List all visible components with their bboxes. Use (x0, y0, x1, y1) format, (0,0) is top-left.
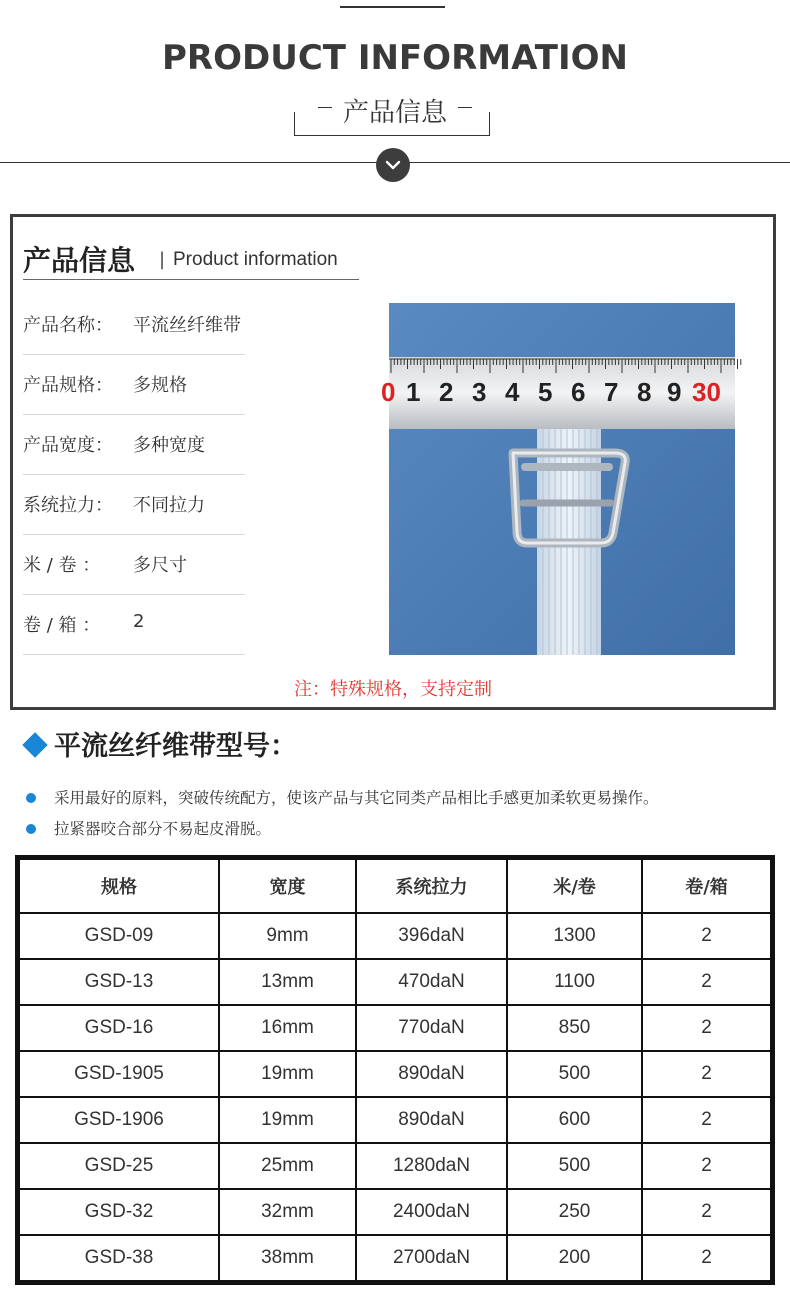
ruler-digit: 30 (692, 377, 721, 407)
table-cell: 600 (507, 1097, 642, 1143)
top-divider-line (340, 6, 445, 8)
table-cell: 32mm (219, 1189, 356, 1235)
model-spec-table (15, 855, 775, 1285)
ruler-digit: 3 (472, 377, 487, 407)
product-info-panel (10, 214, 776, 710)
table-cell: 2 (642, 1143, 771, 1189)
ruler-digit: 8 (637, 377, 652, 407)
column-header: 规格 (19, 859, 219, 913)
table-cell: 19mm (219, 1051, 356, 1097)
spec-value: 2 (133, 611, 145, 632)
table-cell: 16mm (219, 1005, 356, 1051)
ruler-digit: 7 (604, 377, 619, 407)
column-header: 系统拉力 (356, 859, 507, 913)
table-cell: 1100 (507, 959, 642, 1005)
panel-heading-separator: | (159, 249, 166, 270)
page-title: PRODUCT INFORMATION (162, 38, 628, 78)
table-header-row (19, 859, 771, 913)
spec-key: 米 / 卷 ： (23, 555, 101, 576)
table-cell: GSD-1906 (19, 1097, 219, 1143)
column-header: 米/卷 (507, 859, 642, 913)
ruler-digits (381, 377, 735, 409)
ruler-digit: 5 (538, 377, 553, 407)
strap-buckle-illustration (389, 303, 735, 655)
table-cell: 770daN (356, 1005, 507, 1051)
custom-spec-note: 注：特殊规格，支持定制 (294, 679, 492, 700)
spec-row (23, 475, 245, 535)
spec-key: 卷 / 箱 ： (23, 615, 101, 636)
bullet-dot-icon (26, 824, 36, 834)
feature-item (24, 817, 659, 848)
spec-key: 产品规格： (23, 375, 113, 396)
table-cell: GSD-13 (19, 959, 219, 1005)
table-cell: GSD-38 (19, 1235, 219, 1281)
table-cell: 2 (642, 1097, 771, 1143)
table-cell: 2400daN (356, 1189, 507, 1235)
panel-heading (23, 239, 359, 280)
table-cell: 2 (642, 1051, 771, 1097)
table-cell: GSD-32 (19, 1189, 219, 1235)
spec-value: 多尺寸 (133, 555, 187, 576)
feature-list (24, 786, 659, 848)
spec-value: 不同拉力 (133, 495, 205, 516)
spec-value: 多种宽度 (133, 435, 205, 456)
panel-heading-en: Product information (173, 249, 338, 270)
table-cell: 200 (507, 1235, 642, 1281)
ruler-digit: 0 (381, 377, 396, 407)
spec-row (23, 535, 245, 595)
table-cell: 2 (642, 913, 771, 959)
models-section-title: 平流丝纤维带型号： (54, 731, 297, 762)
spec-row (23, 355, 245, 415)
table-cell: 2 (642, 959, 771, 1005)
spec-key: 系统拉力： (23, 495, 113, 516)
table-cell: 2 (642, 1235, 771, 1281)
spec-row (23, 295, 245, 355)
table-cell: 500 (507, 1143, 642, 1189)
table-cell: 890daN (356, 1097, 507, 1143)
panel-heading-cn: 产品信息 (23, 244, 136, 277)
spec-list (23, 295, 245, 655)
table-cell: 396daN (356, 913, 507, 959)
product-photo (381, 303, 735, 655)
table-cell: 38mm (219, 1235, 356, 1281)
page-subtitle-text: 产品信息 (335, 92, 455, 129)
feature-text: 采用最好的原料，突破传统配方，使该产品与其它同类产品相比手感更加柔软更易操作。 (54, 789, 659, 807)
ruler-digit: 6 (571, 377, 586, 407)
table-cell: 850 (507, 1005, 642, 1051)
ruler-digit: 4 (505, 377, 520, 407)
table-cell: 9mm (219, 913, 356, 959)
column-header: 宽度 (219, 859, 356, 913)
table-row (19, 1189, 771, 1235)
ruler-digit: 9 (667, 377, 682, 407)
table-row (19, 1143, 771, 1189)
ruler-digit: 1 (406, 377, 421, 407)
page-subtitle (0, 92, 790, 129)
feature-item (24, 786, 659, 817)
table-row (19, 959, 771, 1005)
table-cell: 500 (507, 1051, 642, 1097)
table-cell: GSD-25 (19, 1143, 219, 1189)
table-cell: 2700daN (356, 1235, 507, 1281)
table-cell: 2 (642, 1005, 771, 1051)
spec-row (23, 595, 245, 655)
table-cell: GSD-16 (19, 1005, 219, 1051)
ruler-digit: 2 (439, 377, 454, 407)
table-cell: 13mm (219, 959, 356, 1005)
table-cell: 1280daN (356, 1143, 507, 1189)
table-cell: 2 (642, 1189, 771, 1235)
table-cell: 25mm (219, 1143, 356, 1189)
spec-value: 平流丝纤维带 (133, 315, 241, 336)
table-row (19, 1005, 771, 1051)
table-row (19, 1235, 771, 1281)
scroll-down-button[interactable] (376, 148, 410, 182)
table-cell: 890daN (356, 1051, 507, 1097)
table-cell: 470daN (356, 959, 507, 1005)
spec-row (23, 415, 245, 475)
table-cell: 1300 (507, 913, 642, 959)
table-row (19, 1097, 771, 1143)
table-row (19, 913, 771, 959)
table-cell: GSD-1905 (19, 1051, 219, 1097)
diamond-bullet-icon (22, 732, 47, 757)
feature-text: 拉紧器咬合部分不易起皮滑脱。 (54, 820, 272, 838)
bullet-dot-icon (26, 793, 36, 803)
chevron-down-icon (385, 160, 401, 170)
table-cell: GSD-09 (19, 913, 219, 959)
column-header: 卷/箱 (642, 859, 771, 913)
spec-key: 产品名称： (23, 315, 113, 336)
spec-key: 产品宽度： (23, 435, 113, 456)
spec-value: 多规格 (133, 375, 187, 396)
table-cell: 250 (507, 1189, 642, 1235)
table-cell: 19mm (219, 1097, 356, 1143)
table-row (19, 1051, 771, 1097)
